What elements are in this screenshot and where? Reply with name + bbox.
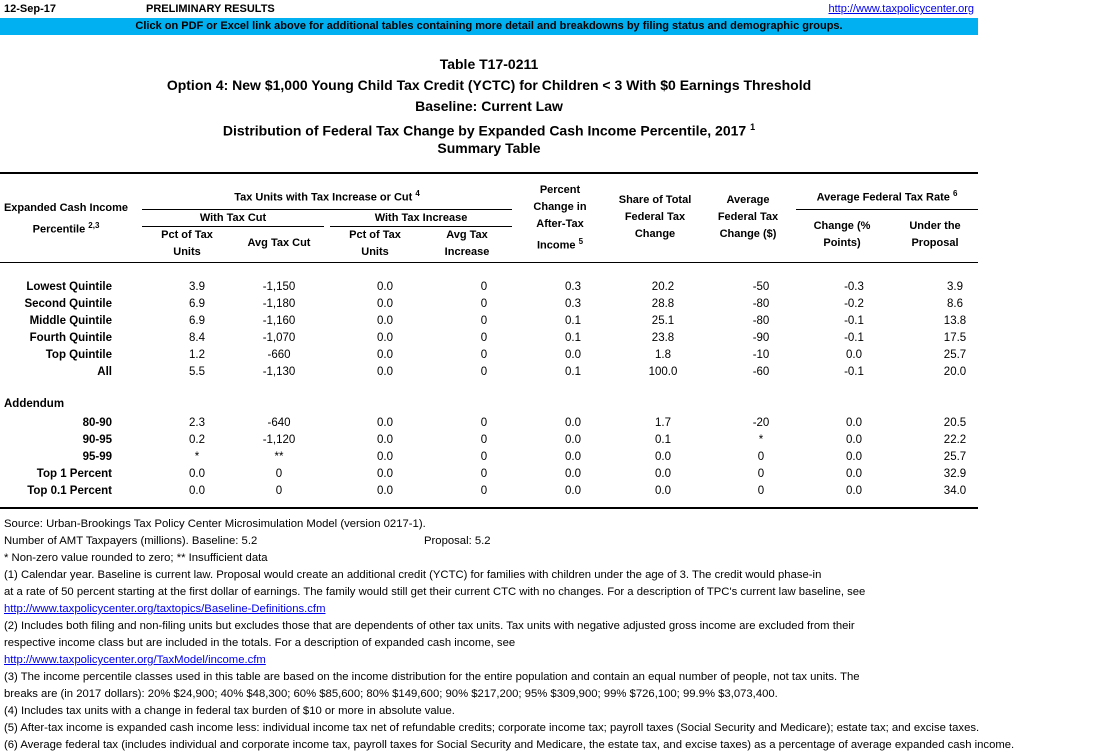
amt-baseline: Number of AMT Taxpayers (millions). Baseline: 5.2 bbox=[4, 535, 258, 547]
rate-change-line1: Change (% bbox=[813, 220, 871, 232]
amt-proposal: Proposal: 5.2 bbox=[424, 535, 491, 547]
rounding-note: * Non-zero value rounded to zero; ** Insufficient data bbox=[4, 552, 268, 564]
under-proposal-cell: 20.0 bbox=[943, 366, 967, 378]
under-proposal-cell: 34.0 bbox=[943, 485, 967, 497]
under-proposal-cell: 32.9 bbox=[943, 468, 967, 480]
top-bar bbox=[0, 0, 978, 18]
row-label: 80-90 bbox=[82, 417, 112, 429]
avg-increase-header bbox=[422, 227, 512, 261]
pct-units-inc-line2: Units bbox=[361, 246, 389, 258]
share-cell: 20.2 bbox=[651, 281, 675, 293]
pct-units-cut-cell: 0.0 bbox=[189, 468, 205, 480]
table-titles bbox=[0, 54, 978, 159]
share-line2: Federal Tax bbox=[624, 211, 686, 223]
with-cut-header: With Tax Cut bbox=[199, 212, 267, 224]
tpc-link[interactable]: http://www.taxpolicycenter.org bbox=[828, 3, 974, 15]
avg-change-line2: Federal Tax bbox=[717, 211, 779, 223]
pct-change-line1: Percent bbox=[539, 184, 581, 196]
under-proposal-cell: 3.9 bbox=[947, 281, 963, 293]
share-cell: 100.0 bbox=[648, 366, 678, 378]
rate-change-cell: 0.0 bbox=[846, 468, 862, 480]
under-proposal-cell: 22.2 bbox=[943, 434, 967, 446]
row-label: 95-99 bbox=[82, 451, 112, 463]
note-1b: at a rate of 50 percent starting at the first dollar of earnings. The family would still get their current CTC with no changes. For a description of TPC's current law baseline, see bbox=[4, 586, 866, 598]
avg-rate-header bbox=[796, 185, 978, 207]
pct-units-cut-cell: 1.2 bbox=[189, 349, 205, 361]
pct-units-cut-cell: 2.3 bbox=[189, 417, 205, 429]
tax-units-header bbox=[142, 185, 512, 207]
share-cell: 0.0 bbox=[655, 451, 671, 463]
note-2a: (2) Includes both filing and non-filing units but excludes those that are dependents of other tax units. Tax units with negative adjusted gross income are excluded from their bbox=[4, 620, 855, 632]
pct-units-cut-cell: 5.5 bbox=[189, 366, 205, 378]
pct-change-cell: 0.0 bbox=[565, 434, 581, 446]
avg-change-cell: -80 bbox=[752, 315, 770, 327]
under-proposal-line2: Proposal bbox=[911, 237, 959, 249]
pct-change-note: 5 bbox=[578, 237, 584, 246]
pct-units-inc-line1: Pct of Tax bbox=[349, 229, 401, 241]
avg-rate-note: 6 bbox=[952, 189, 958, 198]
row-label: Fourth Quintile bbox=[29, 332, 112, 344]
avg-change-cell: -90 bbox=[752, 332, 770, 344]
under-proposal-cell: 17.5 bbox=[943, 332, 967, 344]
avg-change-cell: 0 bbox=[757, 468, 765, 480]
avg-cut-cell: -1,120 bbox=[262, 434, 296, 446]
row-label: Middle Quintile bbox=[29, 315, 112, 327]
baseline-title: Baseline: Current Law bbox=[415, 98, 563, 114]
table-row-all bbox=[0, 364, 978, 381]
avg-cut-cell: -1,150 bbox=[262, 281, 296, 293]
addendum-row bbox=[0, 415, 978, 432]
rate-change-cell: 0.0 bbox=[846, 485, 862, 497]
addendum-label: Addendum bbox=[4, 398, 65, 410]
under-proposal-cell: 25.7 bbox=[943, 451, 967, 463]
income-col-text: Percentile bbox=[32, 223, 86, 236]
pct-change-cell: 0.3 bbox=[565, 281, 581, 293]
pct-units-inc-cell: 0.0 bbox=[377, 332, 393, 344]
avg-change-cell: 0 bbox=[757, 451, 765, 463]
rate-change-cell: 0.0 bbox=[846, 349, 862, 361]
preliminary-label: PRELIMINARY RESULTS bbox=[146, 3, 275, 15]
pct-change-header bbox=[518, 182, 602, 255]
pct-units-cut-cell: 0.2 bbox=[189, 434, 205, 446]
rate-change-cell: -0.1 bbox=[844, 315, 864, 327]
note-2b: respective income class but are included in the totals. For a description of expanded cash income, see bbox=[4, 637, 516, 649]
addendum-row bbox=[0, 466, 978, 483]
under-proposal-header bbox=[892, 218, 978, 252]
pct-change-cell: 0.1 bbox=[565, 332, 581, 344]
note-1a: (1) Calendar year. Baseline is current law. Proposal would create an additional credit (YCTC) for families with children under the age of 3. The credit would phase-in bbox=[4, 569, 822, 581]
report-date: 12-Sep-17 bbox=[4, 3, 56, 15]
avg-change-line3: Change ($) bbox=[719, 228, 777, 240]
tax-units-note: 4 bbox=[415, 189, 420, 198]
avg-increase-cell: 0 bbox=[480, 451, 488, 463]
pct-change-cell: 0.0 bbox=[565, 451, 581, 463]
avg-cut-cell: ** bbox=[274, 451, 284, 463]
pct-units-cut-cell: * bbox=[194, 451, 200, 463]
pct-change-cell: 0.0 bbox=[565, 417, 581, 429]
note-3b: breaks are (in 2017 dollars): 20% $24,900; 40% $48,300; 60% $85,600; 80% $149,600; 90% $217,200; 95% $309,900; 99% $726,100; 99.9% $3,073,400. bbox=[4, 688, 778, 700]
share-cell: 23.8 bbox=[651, 332, 675, 344]
avg-increase-cell: 0 bbox=[480, 434, 488, 446]
share-line1: Share of Total bbox=[618, 194, 692, 206]
avg-change-cell: * bbox=[758, 434, 764, 446]
avg-change-cell: -20 bbox=[752, 417, 770, 429]
pct-units-cut-cell: 0.0 bbox=[189, 485, 205, 497]
under-proposal-cell: 25.7 bbox=[943, 349, 967, 361]
table-row bbox=[0, 330, 978, 347]
under-proposal-cell: 20.5 bbox=[943, 417, 967, 429]
pct-units-inc-cell: 0.0 bbox=[377, 315, 393, 327]
avg-change-cell: -60 bbox=[752, 366, 770, 378]
footnotes bbox=[4, 516, 1114, 754]
option-title: Option 4: New $1,000 Young Child Tax Credit (YCTC) for Children < 3 With $0 Earnings Threshold bbox=[166, 77, 812, 93]
note-3a: (3) The income percentile classes used in this table are based on the income distribution for the entire population and contain an equal number of people, not tax units. The bbox=[4, 671, 860, 683]
share-cell: 0.1 bbox=[655, 434, 671, 446]
row-label: Top 0.1 Percent bbox=[27, 485, 112, 497]
avg-cut-cell: 0 bbox=[275, 468, 283, 480]
note-6: (6) Average federal tax (includes individual and corporate income tax, payroll taxes for Social Security and Medicare, the estate tax, and excise taxes) as a percentage of average expanded cash income. bbox=[4, 739, 1015, 751]
avg-increase-cell: 0 bbox=[480, 281, 488, 293]
header-bottom-rule bbox=[0, 262, 978, 263]
share-cell: 0.0 bbox=[655, 468, 671, 480]
avg-cut-cell: -1,160 bbox=[262, 315, 296, 327]
avg-increase-line1: Avg Tax bbox=[446, 229, 488, 241]
distribution-title-text: Distribution of Federal Tax Change by Expanded Cash Income Percentile, 2017 bbox=[222, 122, 747, 139]
addendum-row bbox=[0, 449, 978, 466]
avg-rate-text: Average Federal Tax Rate bbox=[816, 191, 950, 204]
avg-cut-header: Avg Tax Cut bbox=[247, 237, 311, 249]
pct-units-cut-cell: 6.9 bbox=[189, 315, 205, 327]
rate-change-cell: -0.1 bbox=[844, 366, 864, 378]
income-col-note: 2,3 bbox=[88, 221, 100, 230]
avg-increase-line2: Increase bbox=[444, 246, 490, 258]
pct-change-line4 bbox=[518, 233, 602, 255]
distribution-note: 1 bbox=[750, 122, 756, 132]
rate-change-cell: 0.0 bbox=[846, 434, 862, 446]
avg-rate-rule bbox=[796, 209, 978, 210]
rate-change-cell: -0.3 bbox=[844, 281, 864, 293]
pct-units-inc-cell: 0.0 bbox=[377, 485, 393, 497]
pct-units-inc-cell: 0.0 bbox=[377, 451, 393, 463]
info-banner: Click on PDF or Excel link above for additional tables containing more detail and breakdowns by filing status and demographic groups. bbox=[0, 18, 978, 35]
pct-units-inc-cell: 0.0 bbox=[377, 434, 393, 446]
avg-increase-cell: 0 bbox=[480, 366, 488, 378]
summary-title: Summary Table bbox=[437, 140, 541, 156]
pct-units-cut-cell: 8.4 bbox=[189, 332, 205, 344]
table-bottom-rule bbox=[0, 507, 978, 509]
income-col-line2 bbox=[0, 217, 132, 239]
pct-units-inc-cell: 0.0 bbox=[377, 349, 393, 361]
share-header bbox=[608, 192, 702, 243]
pct-change-cell: 0.0 bbox=[565, 468, 581, 480]
row-label: 90-95 bbox=[82, 434, 112, 446]
pct-units-inc-cell: 0.0 bbox=[377, 298, 393, 310]
share-cell: 1.8 bbox=[655, 349, 671, 361]
row-label: All bbox=[97, 366, 112, 378]
note-5: (5) After-tax income is expanded cash income less: individual income tax net of refundable credits; corporate income tax; payroll taxes (Social Security and Medicare); estate tax; and excise taxes. bbox=[4, 722, 980, 734]
pct-change-text: Income bbox=[536, 239, 576, 252]
pct-units-inc-cell: 0.0 bbox=[377, 417, 393, 429]
income-col-line1: Expanded Cash Income bbox=[3, 202, 129, 214]
avg-increase-cell: 0 bbox=[480, 315, 488, 327]
pct-units-cut-line1: Pct of Tax bbox=[161, 229, 213, 241]
share-cell: 0.0 bbox=[655, 485, 671, 497]
addendum-row bbox=[0, 483, 978, 500]
avg-cut-cell: -1,070 bbox=[262, 332, 296, 344]
tax-units-text: Tax Units with Tax Increase or Cut bbox=[234, 191, 413, 204]
avg-cut-cell: -1,130 bbox=[262, 366, 296, 378]
avg-increase-cell: 0 bbox=[480, 349, 488, 361]
pct-units-inc-cell: 0.0 bbox=[377, 468, 393, 480]
pct-units-inc-header bbox=[330, 227, 420, 261]
avg-change-cell: -80 bbox=[752, 298, 770, 310]
rate-change-cell: 0.0 bbox=[846, 417, 862, 429]
row-label: Second Quintile bbox=[24, 298, 112, 310]
pct-units-cut-cell: 6.9 bbox=[189, 298, 205, 310]
source-note: Source: Urban-Brookings Tax Policy Center Microsimulation Model (version 0217-1). bbox=[4, 518, 426, 530]
table-row bbox=[0, 296, 978, 313]
under-proposal-line1: Under the bbox=[909, 220, 961, 232]
pct-change-cell: 0.0 bbox=[565, 485, 581, 497]
pct-units-cut-cell: 3.9 bbox=[189, 281, 205, 293]
row-label: Top Quintile bbox=[45, 349, 112, 361]
avg-increase-cell: 0 bbox=[480, 485, 488, 497]
under-proposal-cell: 8.6 bbox=[947, 298, 963, 310]
rate-change-header bbox=[796, 218, 888, 252]
distribution-title bbox=[0, 117, 978, 138]
table-row bbox=[0, 347, 978, 364]
avg-increase-cell: 0 bbox=[480, 468, 488, 480]
pct-change-cell: 0.1 bbox=[565, 315, 581, 327]
share-cell: 1.7 bbox=[655, 417, 671, 429]
avg-change-cell: -10 bbox=[752, 349, 770, 361]
pct-change-cell: 0.1 bbox=[565, 366, 581, 378]
avg-change-cell: 0 bbox=[757, 485, 765, 497]
income-definition-link[interactable]: http://www.taxpolicycenter.org/TaxModel/income.cfm bbox=[4, 654, 266, 666]
rate-change-cell: 0.0 bbox=[846, 451, 862, 463]
rate-change-cell: -0.1 bbox=[844, 332, 864, 344]
pct-units-cut-header bbox=[142, 227, 232, 261]
avg-increase-cell: 0 bbox=[480, 298, 488, 310]
avg-cut-cell: 0 bbox=[275, 485, 283, 497]
pct-units-inc-cell: 0.0 bbox=[377, 281, 393, 293]
pct-change-cell: 0.0 bbox=[565, 349, 581, 361]
rate-change-cell: -0.2 bbox=[844, 298, 864, 310]
pct-change-line2: Change in bbox=[533, 201, 587, 213]
note-4: (4) Includes tax units with a change in federal tax burden of $10 or more in absolute value. bbox=[4, 705, 455, 717]
with-increase-header: With Tax Increase bbox=[374, 212, 468, 224]
income-col-header bbox=[0, 200, 132, 239]
under-proposal-cell: 13.8 bbox=[943, 315, 967, 327]
table-row bbox=[0, 279, 978, 296]
pct-change-line3: After-Tax bbox=[536, 218, 584, 230]
table-id: Table T17-0211 bbox=[439, 56, 539, 72]
avg-change-line1: Average bbox=[726, 194, 770, 206]
pct-units-inc-cell: 0.0 bbox=[377, 366, 393, 378]
header-top-rule bbox=[0, 172, 978, 174]
share-cell: 28.8 bbox=[651, 298, 675, 310]
pct-units-cut-line2: Units bbox=[173, 246, 201, 258]
avg-increase-cell: 0 bbox=[480, 332, 488, 344]
avg-cut-cell: -1,180 bbox=[262, 298, 296, 310]
avg-cut-cell: -660 bbox=[267, 349, 291, 361]
addendum-row bbox=[0, 432, 978, 449]
row-label: Lowest Quintile bbox=[26, 281, 112, 293]
avg-change-cell: -50 bbox=[752, 281, 770, 293]
rate-change-line2: Points) bbox=[823, 237, 861, 249]
avg-change-header bbox=[706, 192, 790, 243]
share-line3: Change bbox=[634, 228, 676, 240]
avg-increase-cell: 0 bbox=[480, 417, 488, 429]
row-label: Top 1 Percent bbox=[36, 468, 112, 480]
amt-note bbox=[4, 533, 1114, 550]
avg-cut-cell: -640 bbox=[267, 417, 291, 429]
share-cell: 25.1 bbox=[651, 315, 675, 327]
pct-change-cell: 0.3 bbox=[565, 298, 581, 310]
baseline-definitions-link[interactable]: http://www.taxpolicycenter.org/taxtopics/Baseline-Definitions.cfm bbox=[4, 603, 326, 615]
table-row bbox=[0, 313, 978, 330]
